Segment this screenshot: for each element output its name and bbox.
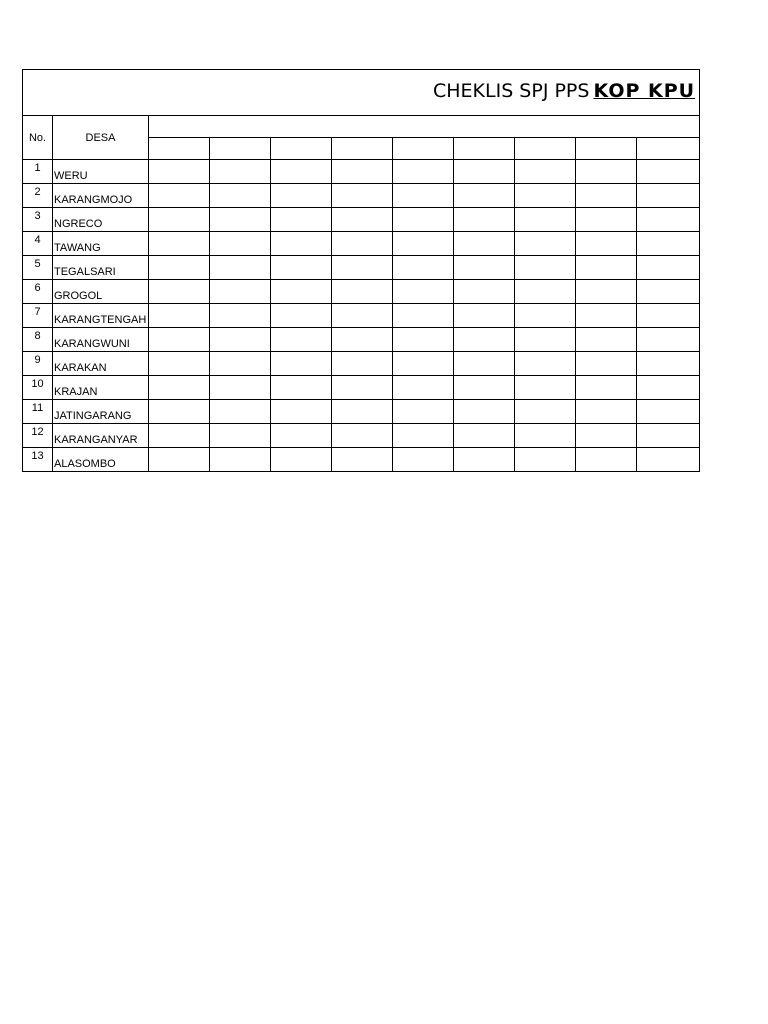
header-sub-cell <box>454 138 515 160</box>
check-cell[interactable] <box>515 328 576 352</box>
check-cell[interactable] <box>332 304 393 328</box>
check-cell[interactable] <box>393 304 454 328</box>
check-cell[interactable] <box>210 208 271 232</box>
check-cell[interactable] <box>210 376 271 400</box>
row-desa-name: KARANGWUNI <box>53 328 149 352</box>
check-cell[interactable] <box>393 160 454 184</box>
header-sub-cell <box>393 138 454 160</box>
check-cell[interactable] <box>515 376 576 400</box>
check-cell[interactable] <box>149 184 210 208</box>
check-cell[interactable] <box>637 400 700 424</box>
check-cell[interactable] <box>271 256 332 280</box>
check-cell[interactable] <box>332 352 393 376</box>
check-cell[interactable] <box>149 352 210 376</box>
row-desa-name: KARANGMOJO <box>53 184 149 208</box>
check-cell[interactable] <box>637 424 700 448</box>
row-desa-name: KARANGTENGAH <box>53 304 149 328</box>
table-row <box>23 352 700 376</box>
check-cell[interactable] <box>149 256 210 280</box>
table-row <box>23 304 700 328</box>
check-cell[interactable] <box>210 352 271 376</box>
check-cell[interactable] <box>271 208 332 232</box>
check-cell[interactable] <box>637 328 700 352</box>
check-cell[interactable] <box>271 304 332 328</box>
check-cell[interactable] <box>271 160 332 184</box>
row-number: 8 <box>23 328 53 352</box>
row-number: 6 <box>23 280 53 304</box>
row-desa-name: NGRECO <box>53 208 149 232</box>
check-cell[interactable] <box>149 280 210 304</box>
header-sub-cell <box>637 138 700 160</box>
check-cell[interactable] <box>576 424 637 448</box>
check-cell[interactable] <box>454 424 515 448</box>
check-cell[interactable] <box>515 160 576 184</box>
row-desa-name: KRAJAN <box>53 376 149 400</box>
check-cell[interactable] <box>637 448 700 472</box>
check-cell[interactable] <box>393 448 454 472</box>
title-cell <box>23 70 700 116</box>
row-number: 5 <box>23 256 53 280</box>
check-cell[interactable] <box>393 208 454 232</box>
row-number: 7 <box>23 304 53 328</box>
check-cell[interactable] <box>210 256 271 280</box>
checklist-table <box>22 69 700 472</box>
check-cell[interactable] <box>332 208 393 232</box>
check-cell[interactable] <box>332 448 393 472</box>
table-row <box>23 400 700 424</box>
check-cell[interactable] <box>637 256 700 280</box>
check-cell[interactable] <box>576 400 637 424</box>
header-sub-cell <box>332 138 393 160</box>
check-cell[interactable] <box>149 208 210 232</box>
page-title <box>433 80 695 102</box>
check-cell[interactable] <box>454 256 515 280</box>
check-cell[interactable] <box>393 184 454 208</box>
check-cell[interactable] <box>149 376 210 400</box>
check-cell[interactable] <box>332 376 393 400</box>
check-cell[interactable] <box>393 232 454 256</box>
check-cell[interactable] <box>332 328 393 352</box>
check-cell[interactable] <box>271 352 332 376</box>
check-cell[interactable] <box>149 328 210 352</box>
table-row <box>23 160 700 184</box>
header-sub-cell <box>149 138 210 160</box>
row-number: 1 <box>23 160 53 184</box>
table-row <box>23 448 700 472</box>
check-cell[interactable] <box>576 304 637 328</box>
row-desa-name: WERU <box>53 160 149 184</box>
check-cell[interactable] <box>576 280 637 304</box>
check-cell[interactable] <box>271 328 332 352</box>
check-cell[interactable] <box>576 208 637 232</box>
check-cell[interactable] <box>271 448 332 472</box>
check-cell[interactable] <box>515 232 576 256</box>
row-number: 4 <box>23 232 53 256</box>
header-group-blank <box>149 116 700 138</box>
table-row <box>23 328 700 352</box>
check-cell[interactable] <box>454 184 515 208</box>
check-cell[interactable] <box>637 352 700 376</box>
table-row <box>23 376 700 400</box>
check-cell[interactable] <box>576 376 637 400</box>
check-cell[interactable] <box>393 424 454 448</box>
check-cell[interactable] <box>271 400 332 424</box>
header-sub-cell <box>210 138 271 160</box>
check-cell[interactable] <box>454 208 515 232</box>
check-cell[interactable] <box>332 184 393 208</box>
row-desa-name: JATINGARANG <box>53 400 149 424</box>
table-row <box>23 208 700 232</box>
check-cell[interactable] <box>210 232 271 256</box>
header-sub-cell <box>576 138 637 160</box>
table-row <box>23 184 700 208</box>
check-cell[interactable] <box>332 160 393 184</box>
spreadsheet-page <box>22 69 699 470</box>
table-row <box>23 232 700 256</box>
title-emphasis: KOP KPU <box>593 80 696 102</box>
check-cell[interactable] <box>637 208 700 232</box>
check-cell[interactable] <box>515 280 576 304</box>
row-number: 9 <box>23 352 53 376</box>
check-cell[interactable] <box>149 304 210 328</box>
row-desa-name: TEGALSARI <box>53 256 149 280</box>
check-cell[interactable] <box>454 304 515 328</box>
check-cell[interactable] <box>210 328 271 352</box>
check-cell[interactable] <box>210 424 271 448</box>
check-cell[interactable] <box>332 424 393 448</box>
check-cell[interactable] <box>454 328 515 352</box>
check-cell[interactable] <box>576 256 637 280</box>
check-cell[interactable] <box>393 280 454 304</box>
check-cell[interactable] <box>454 352 515 376</box>
check-cell[interactable] <box>515 352 576 376</box>
check-cell[interactable] <box>210 160 271 184</box>
row-number: 2 <box>23 184 53 208</box>
check-cell[interactable] <box>576 448 637 472</box>
row-desa-name: KARAKAN <box>53 352 149 376</box>
header-row <box>23 116 700 138</box>
check-cell[interactable] <box>576 160 637 184</box>
check-cell[interactable] <box>149 160 210 184</box>
check-cell[interactable] <box>149 448 210 472</box>
check-cell[interactable] <box>576 328 637 352</box>
table-row <box>23 256 700 280</box>
check-cell[interactable] <box>454 232 515 256</box>
check-cell[interactable] <box>637 160 700 184</box>
check-cell[interactable] <box>332 232 393 256</box>
check-cell[interactable] <box>393 256 454 280</box>
check-cell[interactable] <box>515 448 576 472</box>
row-desa-name: TAWANG <box>53 232 149 256</box>
check-cell[interactable] <box>454 160 515 184</box>
check-cell[interactable] <box>210 280 271 304</box>
check-cell[interactable] <box>515 424 576 448</box>
row-number: 11 <box>23 400 53 424</box>
title-row <box>23 70 700 116</box>
check-cell[interactable] <box>210 304 271 328</box>
row-number: 13 <box>23 448 53 472</box>
check-cell[interactable] <box>454 280 515 304</box>
check-cell[interactable] <box>454 376 515 400</box>
row-number: 10 <box>23 376 53 400</box>
check-cell[interactable] <box>576 352 637 376</box>
check-cell[interactable] <box>454 448 515 472</box>
row-desa-name: KARANGANYAR <box>53 424 149 448</box>
table-row <box>23 424 700 448</box>
check-cell[interactable] <box>515 304 576 328</box>
check-cell[interactable] <box>210 448 271 472</box>
check-cell[interactable] <box>637 232 700 256</box>
header-sub-cell <box>515 138 576 160</box>
check-cell[interactable] <box>332 256 393 280</box>
check-cell[interactable] <box>271 376 332 400</box>
check-cell[interactable] <box>210 400 271 424</box>
row-number: 12 <box>23 424 53 448</box>
check-cell[interactable] <box>515 256 576 280</box>
check-cell[interactable] <box>393 400 454 424</box>
header-sub-cell <box>271 138 332 160</box>
check-cell[interactable] <box>332 280 393 304</box>
check-cell[interactable] <box>393 352 454 376</box>
table-row <box>23 280 700 304</box>
header-desa: DESA <box>53 116 149 160</box>
check-cell[interactable] <box>271 184 332 208</box>
check-cell[interactable] <box>637 280 700 304</box>
check-cell[interactable] <box>271 280 332 304</box>
check-cell[interactable] <box>637 304 700 328</box>
header-no: No. <box>23 116 53 160</box>
check-cell[interactable] <box>515 184 576 208</box>
check-cell[interactable] <box>393 328 454 352</box>
check-cell[interactable] <box>271 232 332 256</box>
check-cell[interactable] <box>393 376 454 400</box>
check-cell[interactable] <box>637 376 700 400</box>
check-cell[interactable] <box>637 184 700 208</box>
row-desa-name: GROGOL <box>53 280 149 304</box>
check-cell[interactable] <box>454 400 515 424</box>
check-cell[interactable] <box>149 400 210 424</box>
row-desa-name: ALASOMBO <box>53 448 149 472</box>
check-cell[interactable] <box>149 424 210 448</box>
check-cell[interactable] <box>515 400 576 424</box>
check-cell[interactable] <box>271 424 332 448</box>
check-cell[interactable] <box>210 184 271 208</box>
check-cell[interactable] <box>332 400 393 424</box>
row-number: 3 <box>23 208 53 232</box>
check-cell[interactable] <box>515 208 576 232</box>
title-prefix: CHEKLIS SPJ PPS <box>433 80 590 102</box>
check-cell[interactable] <box>576 232 637 256</box>
check-cell[interactable] <box>149 232 210 256</box>
check-cell[interactable] <box>576 184 637 208</box>
